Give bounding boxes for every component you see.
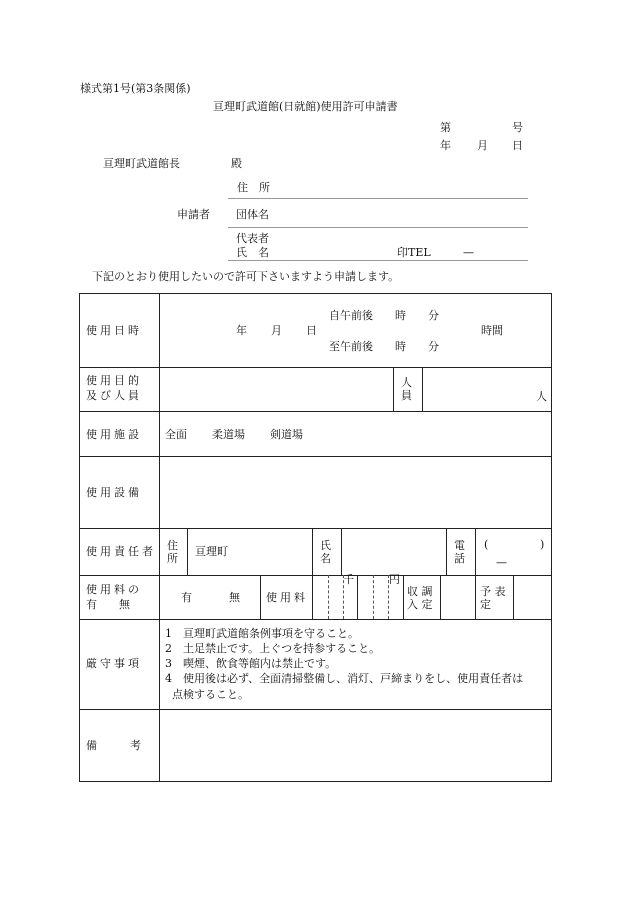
purpose-label-line2: 及び人員	[86, 389, 142, 402]
rule-item-1: 1 亘理町武道館条例事項を守ること。	[165, 627, 359, 640]
addressee-honorific: 殿	[231, 157, 242, 170]
facility-option-kendo: 剣道場	[270, 428, 303, 441]
resp-town: 亘理町	[195, 545, 228, 558]
resp-addr-2: 所	[167, 552, 178, 565]
form-title: 亘理町武道館(日就館)使用許可申請書	[213, 100, 398, 113]
row-sep-1	[79, 367, 552, 368]
fee-plan-1: 予 表	[480, 585, 506, 598]
purpose-divider-1	[393, 367, 394, 411]
people-label-2: 員	[401, 389, 412, 402]
facility-row-label: 使用施設	[86, 428, 142, 441]
row-sep-7	[79, 709, 552, 710]
people-unit: 人	[536, 390, 547, 403]
fee-yen: 円	[389, 573, 400, 586]
fee-label: 使用料	[266, 591, 308, 604]
date-row-from: 自午前後 時 分	[329, 309, 439, 322]
resp-divider-5	[475, 528, 476, 575]
applicant-rep-label: 代表者	[236, 232, 269, 245]
applicant-address-label: 住 所	[237, 181, 270, 194]
resp-tel-2: 話	[454, 552, 465, 565]
doc-no-prefix: 第	[440, 121, 451, 134]
equipment-row-label: 使用設備	[86, 486, 142, 499]
fee-dash-1	[328, 575, 329, 619]
rule-item-2: 2 土足禁止です。上ぐつを持参すること。	[165, 642, 381, 655]
resp-addr-1: 住	[167, 539, 178, 552]
rule-item-4: 4 使用後は必ず、全面清掃整備し、消灯、戸締まりをし、使用責任者は	[165, 672, 524, 685]
fee-label-line1: 使用料の	[86, 583, 142, 596]
row-sep-6	[79, 619, 552, 620]
resp-tel-1: 電	[454, 539, 465, 552]
request-text: 下記のとおり使用したいので許可下さいますよう申請します。	[92, 270, 400, 283]
row-sep-3	[79, 456, 552, 457]
name-underline	[228, 260, 528, 261]
fee-divider-7	[513, 575, 514, 619]
resp-tel-paren-open: (	[484, 538, 489, 551]
fee-plan-2: 定	[480, 598, 491, 611]
rules-row-label: 厳守事項	[86, 657, 142, 670]
row-sep-2	[79, 411, 552, 412]
resp-name-2: 名	[320, 552, 331, 565]
date-row-month: 月	[271, 324, 282, 337]
fee-thousand: 千	[343, 573, 354, 586]
fee-check-2: 入 定	[407, 598, 433, 611]
fee-divider-3	[357, 575, 358, 619]
fee-check-1: 収 調	[407, 585, 433, 598]
facility-option-full: 全面	[165, 428, 187, 441]
resp-name-1: 氏	[320, 539, 331, 552]
date-year-label: 年	[440, 139, 451, 152]
date-row-hours: 時間	[481, 324, 503, 337]
fee-divider-1	[260, 575, 261, 619]
responsible-row-label: 使用責任者	[86, 545, 156, 558]
resp-tel-dash: —	[496, 556, 507, 569]
remarks-row-label: 備 考	[86, 739, 141, 752]
addressee-name: 亘理町武道館長	[103, 157, 180, 170]
tel-dash: —	[463, 246, 474, 259]
date-month-label: 月	[477, 139, 488, 152]
doc-no-suffix: 号	[512, 121, 523, 134]
fee-divider-5	[440, 575, 441, 619]
date-row-day: 日	[306, 324, 317, 337]
date-day-label: 日	[512, 139, 523, 152]
fee-divider-6	[475, 575, 476, 619]
fee-dash-3	[373, 575, 374, 619]
resp-divider-2	[312, 528, 313, 575]
resp-tel-paren-close: )	[540, 538, 545, 551]
rule-item-3: 3 喫煙、飲食等館内は禁止です。	[165, 657, 337, 670]
applicant-group-label: 団体名	[236, 208, 269, 221]
fee-divider-4	[403, 575, 404, 619]
date-row-label: 使用日時	[86, 324, 142, 337]
row-sep-5	[79, 575, 552, 576]
resp-divider-3	[341, 528, 342, 575]
address-underline	[228, 198, 528, 199]
rule-item-4-cont: 点検すること。	[172, 688, 249, 701]
applicant-name-label: 氏 名	[236, 246, 269, 259]
fee-divider-2	[312, 575, 313, 619]
resp-divider-4	[446, 528, 447, 575]
applicant-label: 申請者	[177, 208, 210, 221]
form-number: 様式第1号(第3条関係)	[80, 82, 191, 95]
date-row-to: 至午前後 時 分	[329, 340, 439, 353]
facility-option-judo: 柔道場	[212, 428, 245, 441]
purpose-divider-2	[422, 367, 423, 411]
resp-divider-1	[187, 528, 188, 575]
row-sep-4	[79, 528, 552, 529]
fee-has: 有	[181, 591, 192, 604]
fee-label-line2-text: 有 無	[86, 598, 130, 611]
purpose-label-line1: 使用目的	[86, 374, 142, 387]
date-row-year: 年	[236, 324, 247, 337]
fee-none: 無	[229, 591, 240, 604]
people-label-1: 人	[401, 376, 412, 389]
group-underline	[228, 227, 528, 228]
seal-tel-label: 印TEL	[397, 246, 431, 259]
